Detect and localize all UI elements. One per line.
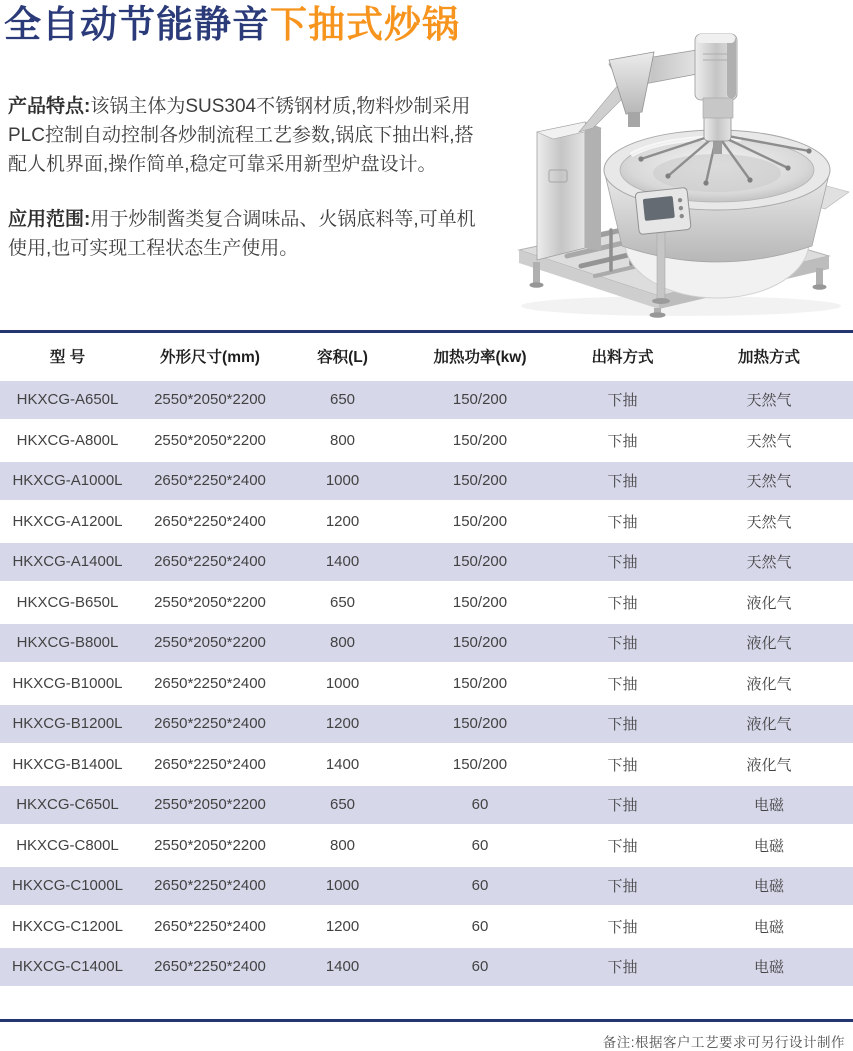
table-cell: HKXCG-A1400L (0, 542, 135, 583)
table-cell: 下抽 (560, 825, 685, 866)
table-cell: HKXCG-C1200L (0, 906, 135, 947)
table-cell: 2550*2050*2200 (135, 785, 285, 826)
table-cell: HKXCG-B1200L (0, 704, 135, 745)
table-cell: 液化气 (685, 663, 853, 704)
table-cell: 下抽 (560, 947, 685, 988)
table-cell: 650 (285, 380, 400, 421)
footer-note: 备注:根据客户工艺要求可另行设计制作 (602, 1034, 845, 1050)
table-cell: HKXCG-A650L (0, 380, 135, 421)
table-cell: 2550*2050*2200 (135, 420, 285, 461)
column-header: 加热功率(kw) (400, 333, 560, 380)
table-cell: 电磁 (685, 866, 853, 907)
table-cell: 1400 (285, 947, 400, 988)
table-cell: 下抽 (560, 501, 685, 542)
table-cell: 150/200 (400, 420, 560, 461)
table-cell: 1400 (285, 744, 400, 785)
page-title-orange: 下抽式炒锅 (270, 4, 460, 45)
table-cell: 2650*2250*2400 (135, 866, 285, 907)
header-section (0, 0, 853, 330)
table-row (0, 906, 853, 947)
spec-table-header-row (0, 333, 853, 380)
table-cell: 下抽 (560, 420, 685, 461)
table-cell: 液化气 (685, 744, 853, 785)
table-row (0, 663, 853, 704)
table-cell: HKXCG-C1400L (0, 947, 135, 988)
table-cell: 下抽 (560, 704, 685, 745)
table-cell: HKXCG-B1000L (0, 663, 135, 704)
column-header: 出料方式 (560, 333, 685, 380)
table-row (0, 380, 853, 421)
table-cell: 1200 (285, 501, 400, 542)
table-cell: 150/200 (400, 704, 560, 745)
table-cell: 下抽 (560, 906, 685, 947)
features-label: 产品特点: (8, 96, 91, 117)
table-cell: HKXCG-A800L (0, 420, 135, 461)
table-cell: HKXCG-C650L (0, 785, 135, 826)
features-text: 该锅主体为SUS304不锈钢材质,物料炒制采用PLC控制自动控制各炒制流程工艺参数,锅底下抽出料,搭配人机界面,操作简单,稳定可靠采用新型炉盘设计。 (8, 96, 474, 175)
table-row (0, 825, 853, 866)
table-cell: 800 (285, 825, 400, 866)
table-cell: 天然气 (685, 542, 853, 583)
table-cell: 电磁 (685, 906, 853, 947)
table-cell: 天然气 (685, 380, 853, 421)
table-cell: 650 (285, 582, 400, 623)
table-cell: 下抽 (560, 785, 685, 826)
spec-table-body (0, 380, 853, 988)
table-row (0, 744, 853, 785)
table-cell: 液化气 (685, 623, 853, 664)
table-row (0, 623, 853, 664)
table-cell: 下抽 (560, 744, 685, 785)
table-cell: 下抽 (560, 380, 685, 421)
application-label: 应用范围: (8, 209, 91, 230)
table-cell: 150/200 (400, 461, 560, 502)
table-row (0, 501, 853, 542)
table-cell: HKXCG-A1000L (0, 461, 135, 502)
page-title-navy: 全自动节能静音 (4, 4, 270, 45)
table-row (0, 420, 853, 461)
table-cell: 液化气 (685, 582, 853, 623)
table-cell: 60 (400, 906, 560, 947)
table-cell: 150/200 (400, 582, 560, 623)
table-cell: 60 (400, 825, 560, 866)
table-row (0, 542, 853, 583)
table-cell: 下抽 (560, 582, 685, 623)
table-cell: 2650*2250*2400 (135, 704, 285, 745)
table-cell: 60 (400, 785, 560, 826)
table-cell: HKXCG-B1400L (0, 744, 135, 785)
table-row (0, 582, 853, 623)
table-cell: 电磁 (685, 785, 853, 826)
table-cell: 电磁 (685, 825, 853, 866)
table-row (0, 866, 853, 907)
product-image (491, 20, 853, 318)
table-cell: 2650*2250*2400 (135, 461, 285, 502)
table-cell: 2650*2250*2400 (135, 542, 285, 583)
table-cell: HKXCG-B650L (0, 582, 135, 623)
table-cell: 1000 (285, 461, 400, 502)
column-header: 型 号 (0, 333, 135, 380)
table-cell: HKXCG-A1200L (0, 501, 135, 542)
table-row (0, 947, 853, 988)
table-cell: 1400 (285, 542, 400, 583)
table-cell: 天然气 (685, 420, 853, 461)
table-cell: 2650*2250*2400 (135, 501, 285, 542)
table-cell: 650 (285, 785, 400, 826)
table-row (0, 704, 853, 745)
table-cell: 下抽 (560, 542, 685, 583)
table-cell: 150/200 (400, 663, 560, 704)
table-cell: 60 (400, 947, 560, 988)
table-cell: 2650*2250*2400 (135, 947, 285, 988)
table-cell: 150/200 (400, 744, 560, 785)
table-cell: HKXCG-B800L (0, 623, 135, 664)
table-cell: 2650*2250*2400 (135, 906, 285, 947)
intro-text-block (8, 92, 486, 289)
table-cell: 150/200 (400, 380, 560, 421)
table-cell: 1000 (285, 866, 400, 907)
table-cell: 液化气 (685, 704, 853, 745)
column-header: 容积(L) (285, 333, 400, 380)
table-cell: 下抽 (560, 623, 685, 664)
table-cell: 2550*2050*2200 (135, 582, 285, 623)
table-row (0, 461, 853, 502)
table-cell: 电磁 (685, 947, 853, 988)
table-cell: 2550*2050*2200 (135, 825, 285, 866)
table-cell: 1000 (285, 663, 400, 704)
table-cell: HKXCG-C1000L (0, 866, 135, 907)
table-cell: 60 (400, 866, 560, 907)
table-cell: 150/200 (400, 623, 560, 664)
table-bottom-rule (0, 1019, 853, 1022)
column-header: 加热方式 (685, 333, 853, 380)
table-cell: 1200 (285, 704, 400, 745)
table-cell: HKXCG-C800L (0, 825, 135, 866)
table-cell: 150/200 (400, 501, 560, 542)
table-cell: 1200 (285, 906, 400, 947)
table-cell: 2550*2050*2200 (135, 623, 285, 664)
table-cell: 下抽 (560, 663, 685, 704)
table-cell: 800 (285, 420, 400, 461)
column-header: 外形尺寸(mm) (135, 333, 285, 380)
application-paragraph (8, 205, 486, 263)
cooking-mixer-illustration (491, 20, 853, 318)
table-cell: 2650*2250*2400 (135, 744, 285, 785)
table-cell: 150/200 (400, 542, 560, 583)
spec-table (0, 333, 853, 989)
table-row (0, 785, 853, 826)
table-cell: 天然气 (685, 501, 853, 542)
table-cell: 800 (285, 623, 400, 664)
table-cell: 下抽 (560, 866, 685, 907)
product-features-paragraph (8, 92, 486, 179)
table-cell: 下抽 (560, 461, 685, 502)
table-cell: 天然气 (685, 461, 853, 502)
table-cell: 2550*2050*2200 (135, 380, 285, 421)
application-text: 用于炒制酱类复合调味品、火锅底料等,可单机使用,也可实现工程状态生产使用。 (8, 209, 476, 259)
table-cell: 2650*2250*2400 (135, 663, 285, 704)
